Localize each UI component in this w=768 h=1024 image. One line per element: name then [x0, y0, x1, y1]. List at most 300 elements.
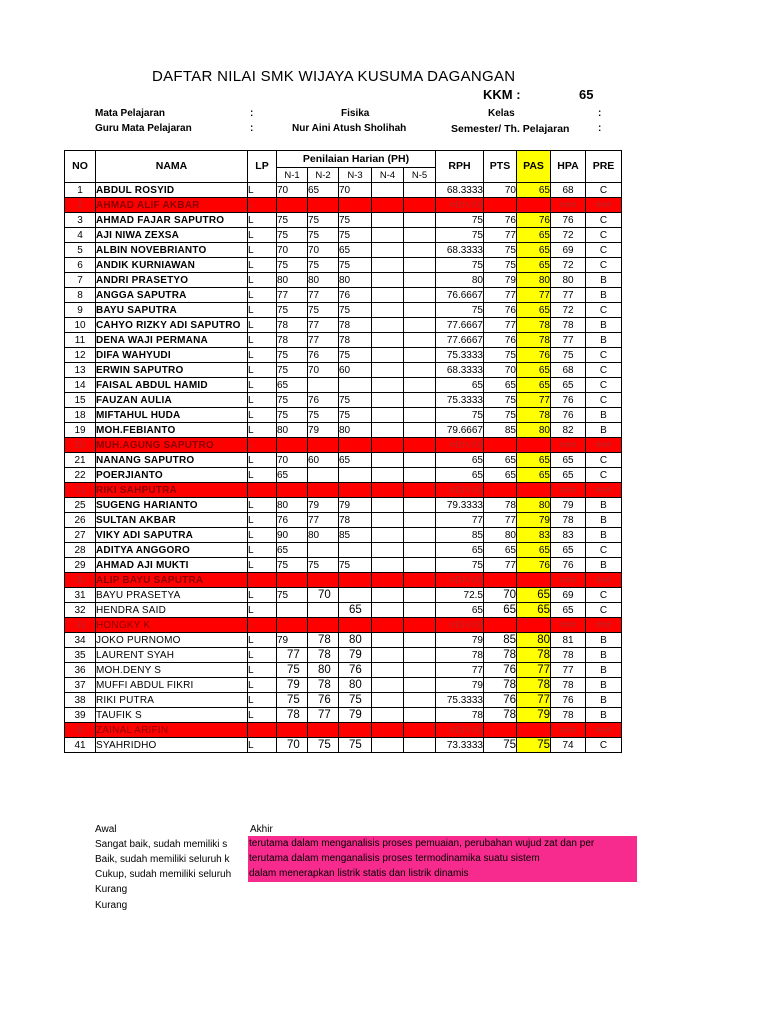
cell-pas: 76: [517, 558, 551, 573]
cell-n4: [372, 648, 404, 663]
cell-pts: 75: [484, 738, 517, 753]
table-row: [65, 303, 622, 318]
rubric-left-4: Kurang: [95, 884, 128, 895]
cell-n3: 75: [339, 228, 372, 243]
cell-rph: #DIV/0!: [436, 198, 484, 213]
cell-n3: 75: [339, 393, 372, 408]
semester-label: Semester/ Th. Pelajaran: [451, 123, 570, 135]
cell-n3: 75: [339, 693, 372, 708]
cell-nama: FAISAL ABDUL HAMID: [96, 378, 248, 393]
cell-rph: #DIV/0!: [436, 723, 484, 738]
cell-nama: MUFFI ABDUL FIKRI: [96, 678, 248, 693]
table-row: [65, 483, 622, 498]
cell-nama: ERWIN SAPUTRO: [96, 363, 248, 378]
cell-n4: [372, 453, 404, 468]
cell-n5: [404, 348, 436, 363]
cell-pre: C: [586, 183, 622, 198]
cell-pre: B: [586, 633, 622, 648]
header-nama: NAMA: [96, 151, 248, 183]
cell-n3: 79: [339, 648, 372, 663]
cell-n1: 76: [277, 513, 308, 528]
cell-n2: [308, 618, 339, 633]
cell-hpa: 74: [551, 738, 586, 753]
cell-lp: L: [248, 258, 277, 273]
cell-n2: 75: [308, 408, 339, 423]
cell-hpa: 78: [551, 648, 586, 663]
rubric-left-5: Kurang: [95, 900, 128, 911]
cell-pts: 78: [484, 648, 517, 663]
cell-n5: [404, 453, 436, 468]
guru-colon: :: [250, 123, 254, 134]
cell-no: 25: [65, 498, 96, 513]
cell-n2: 65: [308, 183, 339, 198]
table-row: [65, 513, 622, 528]
cell-n1: 75: [277, 363, 308, 378]
cell-rph: 73.3333: [436, 738, 484, 753]
cell-n1: 75: [277, 558, 308, 573]
cell-n3: 75: [339, 408, 372, 423]
cell-lp: L: [248, 348, 277, 363]
cell-pas: 65: [517, 453, 551, 468]
guru-value: Nur Aini Atush Sholihah: [292, 123, 407, 134]
cell-n1: [277, 603, 308, 618]
cell-n3: 80: [339, 633, 372, 648]
cell-n5: [404, 258, 436, 273]
header-n1: N-1: [277, 168, 308, 183]
cell-no: 6: [65, 258, 96, 273]
cell-pre: B: [586, 528, 622, 543]
cell-nama: LAURENT SYAH: [96, 648, 248, 663]
cell-lp: L: [248, 288, 277, 303]
cell-rph: 85: [436, 528, 484, 543]
cell-n2: 80: [308, 528, 339, 543]
cell-n4: [372, 288, 404, 303]
table-row: [65, 663, 622, 678]
cell-no: 13: [65, 363, 96, 378]
cell-pre: C: [586, 378, 622, 393]
cell-n2: 76: [308, 393, 339, 408]
cell-lp: L: [248, 498, 277, 513]
cell-hpa: ###: [551, 573, 586, 588]
cell-no: 31: [65, 588, 96, 603]
cell-pas: [517, 198, 551, 213]
cell-pre: B: [586, 678, 622, 693]
cell-n5: [404, 513, 436, 528]
cell-n3: 65: [339, 243, 372, 258]
cell-n2: 75: [308, 213, 339, 228]
cell-hpa: 76: [551, 408, 586, 423]
cell-n4: [372, 663, 404, 678]
table-row: [65, 633, 622, 648]
cell-pre: C: [586, 303, 622, 318]
cell-n4: [372, 603, 404, 618]
cell-n5: [404, 648, 436, 663]
cell-n1: 79: [277, 633, 308, 648]
cell-lp: L: [248, 573, 277, 588]
cell-lp: L: [248, 378, 277, 393]
cell-no: 36: [65, 663, 96, 678]
cell-n1: 78: [277, 318, 308, 333]
cell-n5: [404, 738, 436, 753]
cell-lp: L: [248, 678, 277, 693]
cell-lp: L: [248, 618, 277, 633]
cell-n5: [404, 333, 436, 348]
cell-pas: 77: [517, 288, 551, 303]
cell-n4: [372, 528, 404, 543]
kelas-colon: :: [598, 108, 602, 119]
cell-pas: 65: [517, 243, 551, 258]
cell-n4: [372, 273, 404, 288]
cell-pts: 78: [484, 678, 517, 693]
cell-rph: 79: [436, 678, 484, 693]
mapel-label: Mata Pelajaran: [95, 108, 166, 119]
cell-pts: 78: [484, 498, 517, 513]
cell-lp: L: [248, 198, 277, 213]
cell-hpa: 76: [551, 693, 586, 708]
cell-pre: C: [586, 348, 622, 363]
cell-lp: L: [248, 408, 277, 423]
semester-colon: :: [598, 123, 602, 134]
cell-pas: 65: [517, 603, 551, 618]
cell-pts: 76: [484, 213, 517, 228]
cell-n1: 75: [277, 408, 308, 423]
cell-pre: C: [586, 543, 622, 558]
cell-pas: 76: [517, 213, 551, 228]
cell-pre: C: [586, 258, 622, 273]
cell-hpa: 76: [551, 558, 586, 573]
cell-n1: [277, 198, 308, 213]
cell-pas: [517, 573, 551, 588]
cell-hpa: 65: [551, 378, 586, 393]
cell-pre: B: [586, 318, 622, 333]
cell-n3: 75: [339, 348, 372, 363]
cell-nama: BAYU SAPUTRA: [96, 303, 248, 318]
cell-n1: 70: [277, 183, 308, 198]
cell-pas: 65: [517, 183, 551, 198]
cell-n5: [404, 633, 436, 648]
cell-lp: L: [248, 333, 277, 348]
cell-n2: 75: [308, 303, 339, 318]
cell-n1: 65: [277, 468, 308, 483]
cell-n1: [277, 573, 308, 588]
cell-n4: [372, 513, 404, 528]
cell-lp: L: [248, 558, 277, 573]
cell-pas: 79: [517, 708, 551, 723]
cell-nama: MUH.AGUNG SAPUTRO: [96, 438, 248, 453]
header-pas: PAS: [517, 151, 551, 183]
cell-n2: [308, 543, 339, 558]
cell-rph: 77.6667: [436, 318, 484, 333]
cell-lp: L: [248, 603, 277, 618]
cell-pas: 76: [517, 348, 551, 363]
cell-pts: 85: [484, 633, 517, 648]
cell-no: 32: [65, 603, 96, 618]
cell-pre: C: [586, 213, 622, 228]
table-row: [65, 258, 622, 273]
cell-nama: AHMAD AJI MUKTI: [96, 558, 248, 573]
cell-rph: 68.3333: [436, 363, 484, 378]
cell-nama: ALBIN NOVEBRIANTO: [96, 243, 248, 258]
document-title: DAFTAR NILAI SMK WIJAYA KUSUMA DAGANGAN: [152, 68, 516, 85]
cell-pts: 70: [484, 363, 517, 378]
cell-pre: ###: [586, 438, 622, 453]
cell-nama: SYAHRIDHO: [96, 738, 248, 753]
cell-n4: [372, 588, 404, 603]
cell-pas: 80: [517, 498, 551, 513]
cell-hpa: 68: [551, 183, 586, 198]
cell-pts: 76: [484, 333, 517, 348]
cell-rph: 79.6667: [436, 423, 484, 438]
cell-pts: 65: [484, 468, 517, 483]
cell-n2: 77: [308, 513, 339, 528]
cell-n5: [404, 423, 436, 438]
cell-no: 23: [65, 483, 96, 498]
cell-lp: L: [248, 543, 277, 558]
cell-n5: [404, 438, 436, 453]
cell-rph: #DIV/0!: [436, 573, 484, 588]
cell-n3: 85: [339, 528, 372, 543]
cell-nama: ANDRI PRASETYO: [96, 273, 248, 288]
cell-n2: 75: [308, 258, 339, 273]
cell-n2: [308, 723, 339, 738]
cell-nama: AHMAD FAJAR SAPUTRO: [96, 213, 248, 228]
cell-pas: 78: [517, 648, 551, 663]
cell-pas: 80: [517, 273, 551, 288]
cell-no: 34: [65, 633, 96, 648]
table-row: [65, 573, 622, 588]
cell-nama: ADITYA ANGGORO: [96, 543, 248, 558]
cell-hpa: 65: [551, 543, 586, 558]
table-row: [65, 333, 622, 348]
table-row: [65, 618, 622, 633]
cell-no: 38: [65, 693, 96, 708]
rubric-left-2: Baik, sudah memiliki seluruh k: [95, 854, 230, 865]
cell-nama: TAUFIK S: [96, 708, 248, 723]
table-row: [65, 273, 622, 288]
cell-pre: C: [586, 228, 622, 243]
cell-n5: [404, 603, 436, 618]
cell-pts: 75: [484, 393, 517, 408]
cell-hpa: 77: [551, 663, 586, 678]
cell-n3: 76: [339, 663, 372, 678]
cell-n1: [277, 723, 308, 738]
cell-no: 37: [65, 678, 96, 693]
cell-n3: 78: [339, 513, 372, 528]
cell-pre: B: [586, 663, 622, 678]
cell-rph: 79.3333: [436, 498, 484, 513]
cell-n4: [372, 618, 404, 633]
cell-pts: [484, 618, 517, 633]
cell-rph: 75.3333: [436, 393, 484, 408]
table-row: [65, 393, 622, 408]
cell-hpa: 65: [551, 603, 586, 618]
cell-n4: [372, 678, 404, 693]
cell-n4: [372, 378, 404, 393]
cell-rph: 75.3333: [436, 348, 484, 363]
cell-n1: [277, 483, 308, 498]
cell-n1: 90: [277, 528, 308, 543]
cell-nama: MOH.FEBIANTO: [96, 423, 248, 438]
cell-n1: 75: [277, 213, 308, 228]
cell-pas: [517, 723, 551, 738]
cell-pas: 65: [517, 258, 551, 273]
cell-nama: MOH.DENY S: [96, 663, 248, 678]
header-lp: LP: [248, 151, 277, 183]
cell-n2: [308, 438, 339, 453]
table-row: [65, 693, 622, 708]
cell-n5: [404, 693, 436, 708]
cell-n3: 79: [339, 708, 372, 723]
cell-n3: 78: [339, 333, 372, 348]
cell-rph: 72.5: [436, 588, 484, 603]
cell-n2: 70: [308, 363, 339, 378]
cell-pre: B: [586, 288, 622, 303]
cell-pts: [484, 723, 517, 738]
cell-n2: 76: [308, 693, 339, 708]
cell-n3: [339, 468, 372, 483]
cell-n5: [404, 663, 436, 678]
cell-n4: [372, 498, 404, 513]
cell-no: 41: [65, 738, 96, 753]
mapel-value: Fisika: [341, 108, 370, 119]
cell-pas: 80: [517, 633, 551, 648]
table-row: [65, 603, 622, 618]
cell-pre: B: [586, 693, 622, 708]
cell-pas: 77: [517, 393, 551, 408]
cell-hpa: 76: [551, 213, 586, 228]
cell-pre: ###: [586, 483, 622, 498]
cell-n5: [404, 483, 436, 498]
cell-n2: 77: [308, 318, 339, 333]
cell-pts: 75: [484, 243, 517, 258]
cell-n3: [339, 588, 372, 603]
table-row: [65, 678, 622, 693]
cell-lp: L: [248, 303, 277, 318]
cell-n4: [372, 258, 404, 273]
cell-pts: 78: [484, 708, 517, 723]
cell-n3: 76: [339, 288, 372, 303]
mapel-colon: :: [250, 108, 254, 119]
cell-rph: 75: [436, 303, 484, 318]
cell-lp: L: [248, 273, 277, 288]
cell-n5: [404, 378, 436, 393]
cell-n1: 70: [277, 453, 308, 468]
cell-nama: AJI NIWA ZEXSA: [96, 228, 248, 243]
cell-pre: C: [586, 243, 622, 258]
cell-no: 10: [65, 318, 96, 333]
cell-hpa: 65: [551, 468, 586, 483]
cell-lp: L: [248, 213, 277, 228]
cell-n5: [404, 198, 436, 213]
cell-n1: 65: [277, 543, 308, 558]
cell-nama: AHMAD ALIF AKBAR: [96, 198, 248, 213]
cell-hpa: 78: [551, 318, 586, 333]
cell-lp: L: [248, 183, 277, 198]
cell-n1: 75: [277, 348, 308, 363]
cell-pre: B: [586, 513, 622, 528]
header-no: NO: [65, 151, 96, 183]
cell-n3: 80: [339, 678, 372, 693]
table-row: [65, 213, 622, 228]
cell-lp: L: [248, 423, 277, 438]
cell-pre: B: [586, 708, 622, 723]
cell-n4: [372, 408, 404, 423]
cell-rph: #DIV/0!: [436, 483, 484, 498]
cell-n5: [404, 708, 436, 723]
cell-rph: 76.6667: [436, 288, 484, 303]
header-rph: RPH: [436, 151, 484, 183]
cell-pre: C: [586, 363, 622, 378]
cell-n1: 75: [277, 393, 308, 408]
cell-rph: 75: [436, 228, 484, 243]
cell-n5: [404, 678, 436, 693]
cell-pre: B: [586, 408, 622, 423]
cell-rph: 75.3333: [436, 693, 484, 708]
rubric-akhir-label: Akhir: [250, 824, 273, 835]
cell-n4: [372, 243, 404, 258]
cell-n5: [404, 243, 436, 258]
rubric-right-2: terutama dalam menganalisis proses termodinamika suatu sistem: [249, 853, 540, 864]
cell-pts: 75: [484, 408, 517, 423]
cell-hpa: 65: [551, 453, 586, 468]
cell-hpa: 77: [551, 333, 586, 348]
header-pts: PTS: [484, 151, 517, 183]
cell-pts: 77: [484, 288, 517, 303]
cell-lp: L: [248, 528, 277, 543]
cell-rph: 78: [436, 708, 484, 723]
cell-lp: L: [248, 723, 277, 738]
cell-n5: [404, 408, 436, 423]
table-row: [65, 438, 622, 453]
table-row: [65, 423, 622, 438]
cell-rph: 80: [436, 273, 484, 288]
cell-n4: [372, 438, 404, 453]
cell-n3: 60: [339, 363, 372, 378]
cell-n5: [404, 618, 436, 633]
table-row: [65, 288, 622, 303]
header-pre: PRE: [586, 151, 622, 183]
cell-pts: 85: [484, 423, 517, 438]
cell-no: 20: [65, 438, 96, 453]
cell-n4: [372, 183, 404, 198]
cell-n1: 80: [277, 273, 308, 288]
cell-n4: [372, 543, 404, 558]
cell-hpa: 72: [551, 228, 586, 243]
cell-pts: [484, 573, 517, 588]
cell-rph: 65: [436, 378, 484, 393]
cell-rph: 68.3333: [436, 183, 484, 198]
cell-pre: ###: [586, 618, 622, 633]
cell-rph: 77: [436, 513, 484, 528]
table-row: [65, 363, 622, 378]
table-row: [65, 543, 622, 558]
cell-pts: 77: [484, 228, 517, 243]
cell-no: 29: [65, 558, 96, 573]
cell-n2: 79: [308, 423, 339, 438]
cell-pre: B: [586, 423, 622, 438]
cell-n1: 70: [277, 243, 308, 258]
cell-pas: [517, 483, 551, 498]
cell-pas: 77: [517, 693, 551, 708]
cell-lp: L: [248, 588, 277, 603]
cell-lp: L: [248, 663, 277, 678]
grades-body: [65, 183, 622, 753]
cell-n1: 75: [277, 588, 308, 603]
cell-pre: C: [586, 393, 622, 408]
cell-lp: L: [248, 453, 277, 468]
rubric-left-3: Cukup, sudah memiliki seluruh: [95, 869, 232, 880]
cell-n2: 76: [308, 348, 339, 363]
